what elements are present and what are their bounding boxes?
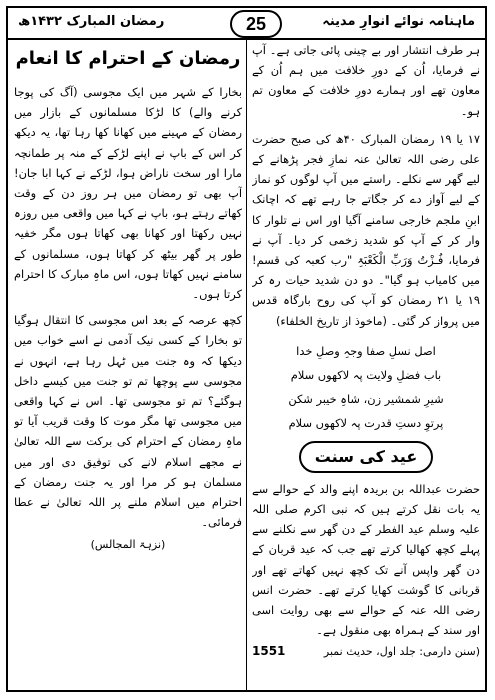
section-banner [252,441,480,473]
paragraph: ہر طرف انتشار اور بے چینی پائی جاتی ہے۔ آپ نے فرمایا، اُن کے دورِ خلافت میں ہم اُن کے معاون تھے اور ہمارے دورِ خلافت کے معاون تم ہو۔ [252,43,480,118]
paragraph: بخارا کے شہر میں ایک مجوسی (آگ کی پوجا کرنے والے) کا لڑکا مسلمانوں کے بازار میں رمضان کے مہینے میں کھانا کھا رہا تھا، یہ دیکھ کر اس کے باپ نے اپنے لڑکے کے منہ پر طمانچہ مارا اور سخت ناراض ہوا، لڑکے نے کہا ابا جان! آپ بھی تو رمضان میں ہر روز دن کے وقت کھاتے رہتے ہو، باپ نے کہا میں واقعی میں روزہ نہیں رکھتا اور کھانا بھی کھاتا ہوں مگر خفیہ طور پر گھر بیٹھ کر کھاتا ہوں، مسلمانوں کے سامنے نہیں کھاتا ہوں، اس ماہِ مبارک کا احترام کرتا ہوں۔ [14,85,242,302]
left-column [14,40,242,690]
poem [252,339,480,435]
page-header [8,8,485,40]
paragraph: حضرت عبداللہ بن بریدہ اپنے والد کے حوالے سے یہ بات نقل کرتے ہیں کہ نبی اکرم صلی اللہ علیہ وسلم عید الفطر کے دن گھر سے نکلنے سے پہلے کچھ کھالیا کرتے تھے جب کہ عید قربان کے دن گھر واپس آنے تک کچھ نہیں کھاتے تھے اور قربانی کا گوشت کھایا کرتے تھے۔ حضرت انس رضی اللہ عنہ کے حوالے سے بھی روایت اسی اور سند کے ہمراہ بھی منقول ہے۔ [252,481,480,638]
column-divider [246,40,247,690]
paragraph: کچھ عرصہ کے بعد اس مجوسی کا انتقال ہوگیا تو بخارا کے کسی نیک آدمی نے اسے خواب میں دیکھا کہ وہ جنت میں ٹہل رہا ہے، انہوں نے مجوسی سے پوچھا تم تو جنت میں کیسے داخل ہوگئے؟ تم تو مجوسی تھا۔ اس نے کہا واقعی میں مجوسی تھا مگر موت کا وقت قریب آیا تو ماہِ رمضان کے احترام کی برکت سے اللہ تعالیٰ نے مجھے اسلام لانے کی توفیق دی اور میں مسلمان ہو کر مرا اور یہ جنت رمضان کے احترام میں اسلام ملنے پر اللہ تعالیٰ نے عطا فرمائی۔ [14,313,242,530]
reference-text: (سنن دارمی: جلد اول، حدیث نمبر [323,644,480,658]
poem-line: اصل نسلِ صفا وجہِ وصلِ خدا [296,343,436,358]
paragraph: ۱۷ یا ۱۹ رمضان المبارک ۴۰ھ کی صبح حضرت علی رضی اللہ تعالیٰ عنہ نمازِ فجر پڑھانے کے لیے گھر سے نکلے۔ راستے میں آپ لوگوں کو نماز کے لیے آواز دے کر جگاتے جا رہے تھے کہ اچانک ابنِ ملجم خارجی سامنے آگیا اور اس نے تلوار کا وار کر کے آپ کو شدید زخمی کر دیا۔ آپ نے فرمایا، فُـزْتُ وَرَبِّ الْکَعْبَۃِ "رب کعبہ کی قسم! میں کامیاب ہو گیا"۔ دو دن شدید حیات رہ کر ۱۹ یا ۲۱ رمضان کو آپ کی روح بارگاہ قدس میں پرواز کر گئی۔ (ماخوذ از تاریخ الخلفاء) [252,131,480,328]
right-column [252,40,480,690]
magazine-name: ماہنامہ نوائے انوارِ مدینہ [322,14,475,29]
page-number: 25 [230,10,282,38]
poem-line: باب فضلِ ولایت پہ لاکھوں سلام [290,367,442,382]
section-heading: عید کی سنت [299,441,434,473]
article-title: رمضان کے احترام کا انعام [15,48,241,69]
poem-line: شیرِ شمشیر زن، شاہِ خیبر شکن [288,391,444,406]
issue-label: رمضان المبارک ۱۴۳۲ھ [18,14,165,29]
hadith-number: 1551 [252,644,286,659]
hadith-reference [252,644,480,658]
poem-line: پرتوِ دستِ قدرت پہ لاکھوں سلام [288,415,444,430]
source-reference: (نزہۃ المجالس) [90,538,166,552]
